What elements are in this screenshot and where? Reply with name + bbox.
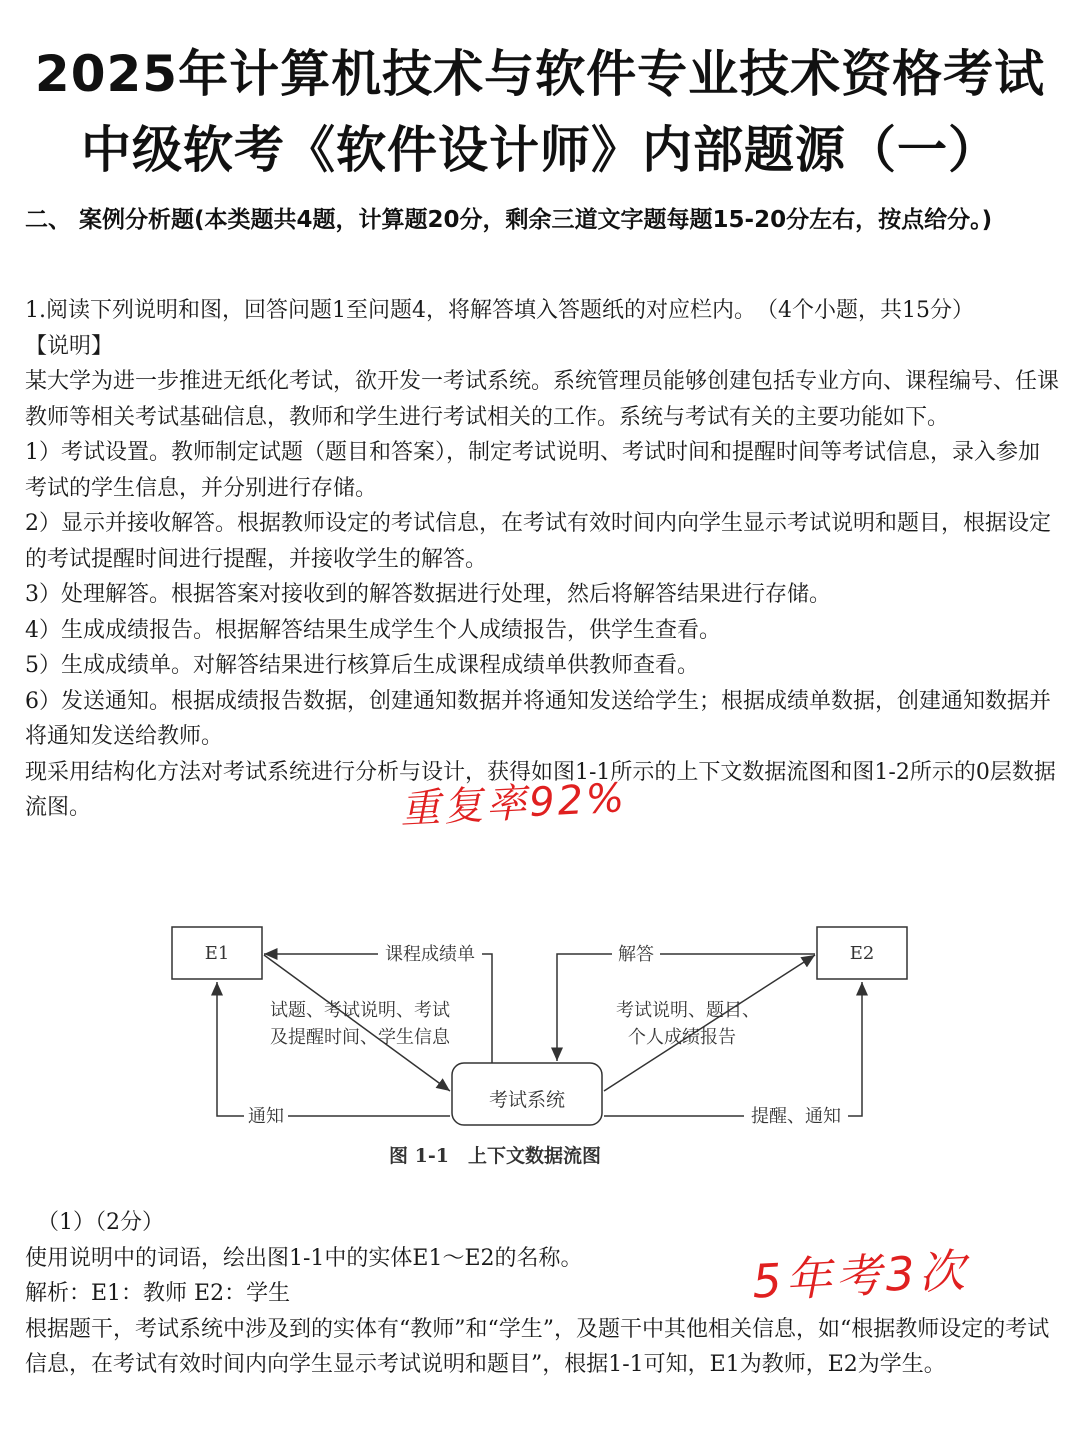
flow-course-grades-label: 课程成绩单 <box>385 944 475 965</box>
sub-question-answer: 解析：E1：教师 E2：学生 <box>25 1281 291 1306</box>
handwritten-repeat-rate: 重复率92% <box>399 775 629 833</box>
process-label: 考试系统 <box>488 1089 566 1111</box>
function-item: 4）生成成绩报告。根据解答结果生成学生个人成绩报告，供学生查看。 <box>25 617 721 643</box>
sub-question-prompt: 使用说明中的词语，绘出图1-1中的实体E1～E2的名称。 <box>25 1245 583 1271</box>
flow-process-to-e2-label-1: 考试说明、题目、 <box>616 1000 760 1021</box>
description-label: 【说明】 <box>25 333 114 359</box>
function-item: 3）处理解答。根据答案对接收到的解答数据进行处理，然后将解答结果进行存储。 <box>25 582 831 607</box>
handwritten-frequency: 5年考3次 <box>750 1243 970 1309</box>
flow-answers-label: 解答 <box>618 944 654 965</box>
flow-e1-to-process-label-2: 及提醒时间、学生信息 <box>270 1027 450 1048</box>
flow-process-to-e2-line <box>604 955 815 1091</box>
sub-question-number: （1）（2分） <box>37 1210 164 1235</box>
question-intro: 1.阅读下列说明和图，回答问题1至问题4，将解答填入答题纸的对应栏内。 （4个小题，共15分） <box>25 298 974 323</box>
function-item: 5）生成成绩单。对解答结果进行核算后生成课程成绩单供教师查看。 <box>25 653 699 678</box>
flow-e1-to-process-label-1: 试题、考试说明、考试 <box>270 1000 450 1021</box>
flow-process-to-e2-label-2: 个人成绩报告 <box>628 1027 736 1048</box>
function-item: 2）显示并接收解答。根据教师设定的考试信息，在考试有效时间内向学生显示考试说明和题目，根据设定的考试提醒时间进行提醒，并接收学生的解答。 <box>25 511 1052 572</box>
flow-notify-label: 通知 <box>248 1106 284 1127</box>
question-description: 某大学为进一步推进无纸化考试，欲开发一考试系统。系统管理员能够创建包括专业方向、课程编号、任课教师等相关考试基础信息，教师和学生进行考试相关的工作。系统与考试有关的主要功能如下。 <box>25 369 1060 430</box>
question-block <box>25 293 1060 826</box>
section-heading: 二、 案例分析题(本类题共4题，计算题20分，剩余三道文字题每题15-20分左右，按点给分。) <box>25 207 993 233</box>
flow-remind-notify-label: 提醒、通知 <box>751 1106 841 1127</box>
function-item: 6）发送通知。根据成绩报告数据，创建通知数据并将通知发送给学生；根据成绩单数据，创建通知数据并将通知发送给教师。 <box>25 688 1052 749</box>
flow-e1-to-process-line <box>264 955 450 1091</box>
document-title-line2: 中级软考《软件设计师》内部题源（一） <box>81 121 999 179</box>
context-data-flow-diagram <box>160 915 920 1175</box>
document-title-line1: 2025年计算机技术与软件专业技术资格考试 <box>34 45 1046 103</box>
method-text: 现采用结构化方法对考试系统进行分析与设计，获得如图1-1所示的上下文数据流图和图1-2所示的0层数据流图。 <box>25 759 1056 820</box>
entity-e2-label: E2 <box>849 943 875 964</box>
function-item: 1）考试设置。教师制定试题（题目和答案），制定考试说明、考试时间和提醒时间等考试信息，录入参加考试的学生信息，并分别进行存储。 <box>25 440 1041 501</box>
entity-e1-label: E1 <box>204 943 230 964</box>
figure-caption: 图 1-1 上下文数据流图 <box>389 1145 601 1167</box>
sub-question-explanation: 根据题干，考试系统中涉及到的实体有“教师”和“学生”，及题干中其他相关信息，如“根据教师设定的考试信息，在考试有效时间内向学生显示考试说明和题目”，根据1-1可知，E1为教师，E2为学生。 <box>25 1316 1050 1377</box>
